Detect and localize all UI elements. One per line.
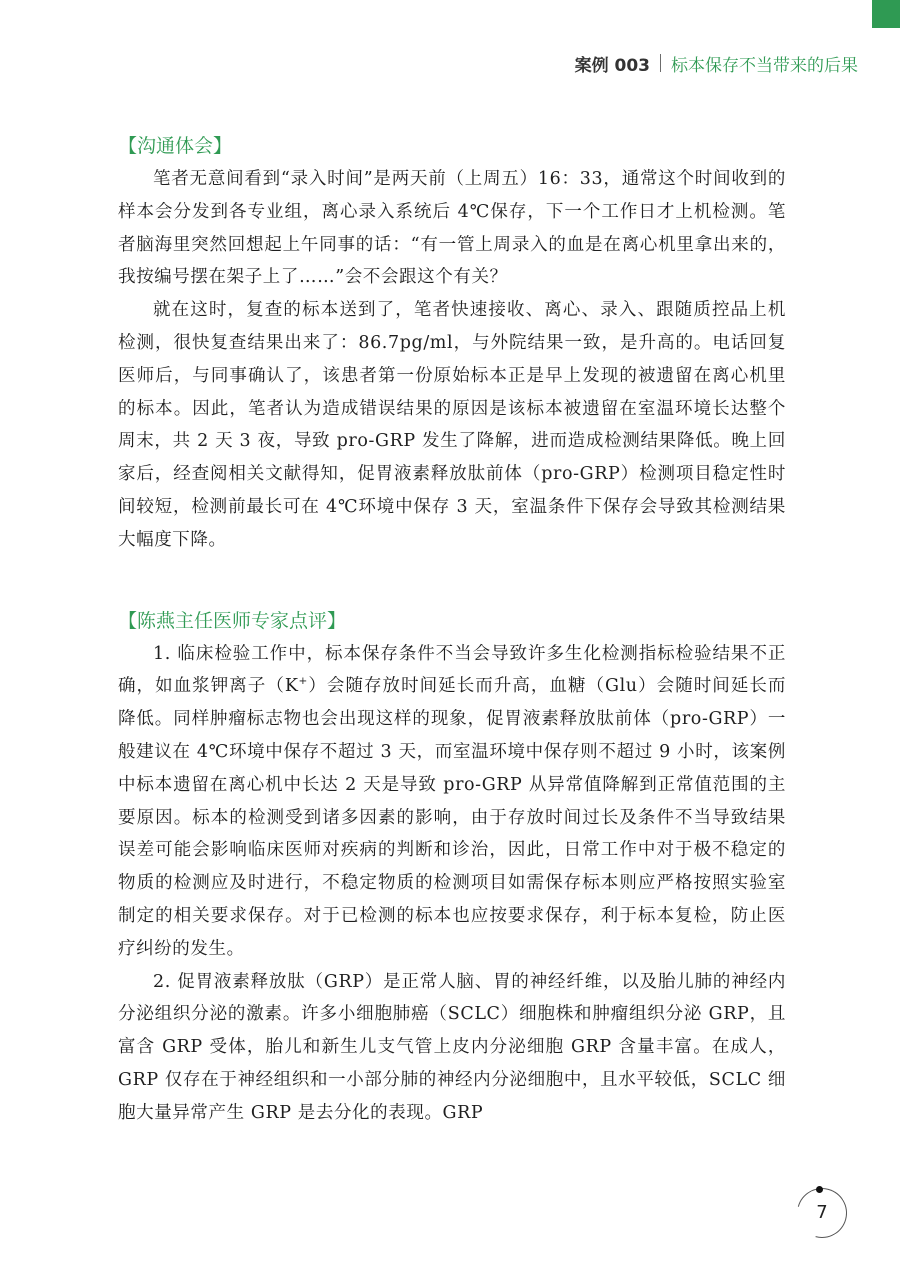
- header-divider: [660, 54, 661, 72]
- body-paragraph: 2. 促胃液素释放肽（GRP）是正常人脑、胃的神经纤维，以及胎儿肺的神经内分泌组织分泌的激素。许多小细胞肺癌（SCLC）细胞株和肿瘤组织分泌 GRP，且富含 GRP 受体，胎儿和新生儿支气管上皮内分泌细胞 GRP 含量丰富。在成人，GRP 仅存在于神经组织和一小部分肺的神经内分泌细胞中，且水平较低，SCLC 细胞大量异常产生 GRP 是去分化的表现。GRP: [118, 971, 786, 1123]
- running-header: [575, 50, 858, 76]
- paragraph-text: ）会随存放时间延长而升高，血糖（Glu）会随时间延长而降低。同样肿瘤标志物也会出现这样的现象，促胃液素释放肽前体（pro-GRP）一般建议在 4℃环境中保存不超过 3 天，而室温环境中保存则不超过 9 小时，该案例中标本遗留在离心机中长达 2 天是导致 pro-GRP 从异常值降解到正常值范围的主要原因。标本的检测受到诸多因素的影响，由于存放时间过长及条件不当导致结果误差可能会影响临床医师对疾病的判断和诊治，因此，日常工作中对于极不稳定的物质的检测应及时进行，不稳定物质的检测项目如需保存标本则应严格按照实验室制定的相关要求保存。对于已检测的标本也应按要求保存，利于标本复检，防止医疗纠纷的发生。: [118, 676, 787, 959]
- section-heading-communication: 【沟通体会】: [118, 135, 233, 157]
- body-paragraph: 就在这时，复查的标本送到了，笔者快速接收、离心、录入、跟随质控品上机检测，很快复查结果出来了：86.7pg/ml，与外院结果一致，是升高的。电话回复医师后，与同事确认了，该患者第一份原始标本正是早上发现的被遗留在离心机里的标本。因此，笔者认为造成错误结果的原因是该标本被遗留在室温环境长达整个周末，共 2 天 3 夜，导致 pro-GRP 发生了降解，进而造成检测结果降低。晚上回家后，经查阅相关文献得知，促胃液素释放肽前体（pro-GRP）检测项目稳定性时间较短，检测前最长可在 4℃环境中保存 3 天，室温条件下保存会导致其检测结果大幅度下降。: [118, 300, 786, 550]
- page-number: 7: [816, 1202, 828, 1223]
- page-number-badge: [797, 1188, 847, 1238]
- superscript-plus: +: [298, 675, 308, 688]
- page-body: [118, 130, 786, 1130]
- paragraph-text: 1. 临床检验工作中，标本保存条件不当会导致许多生化检测指标检验结果不正确，如血浆钾离子（K: [118, 643, 786, 697]
- case-number: 案例 003: [574, 55, 650, 76]
- section-heading-expert-review: 【陈燕主任医师专家点评】: [118, 609, 347, 632]
- corner-accent-bar: [872, 0, 900, 28]
- body-paragraph: 笔者无意间看到“录入时间”是两天前（上周五）16：33，通常这个时间收到的样本会分发到各专业组，离心录入系统后 4℃保存，下一个工作日才上机检测。笔者脑海里突然回想起上午同事的话：“有一管上周录入的血是在离心机里拿出来的，我按编号摆在架子上了……”会不会跟这个有关？: [118, 169, 786, 288]
- chapter-title: 标本保存不当带来的后果: [671, 55, 858, 76]
- body-paragraph: [118, 638, 786, 966]
